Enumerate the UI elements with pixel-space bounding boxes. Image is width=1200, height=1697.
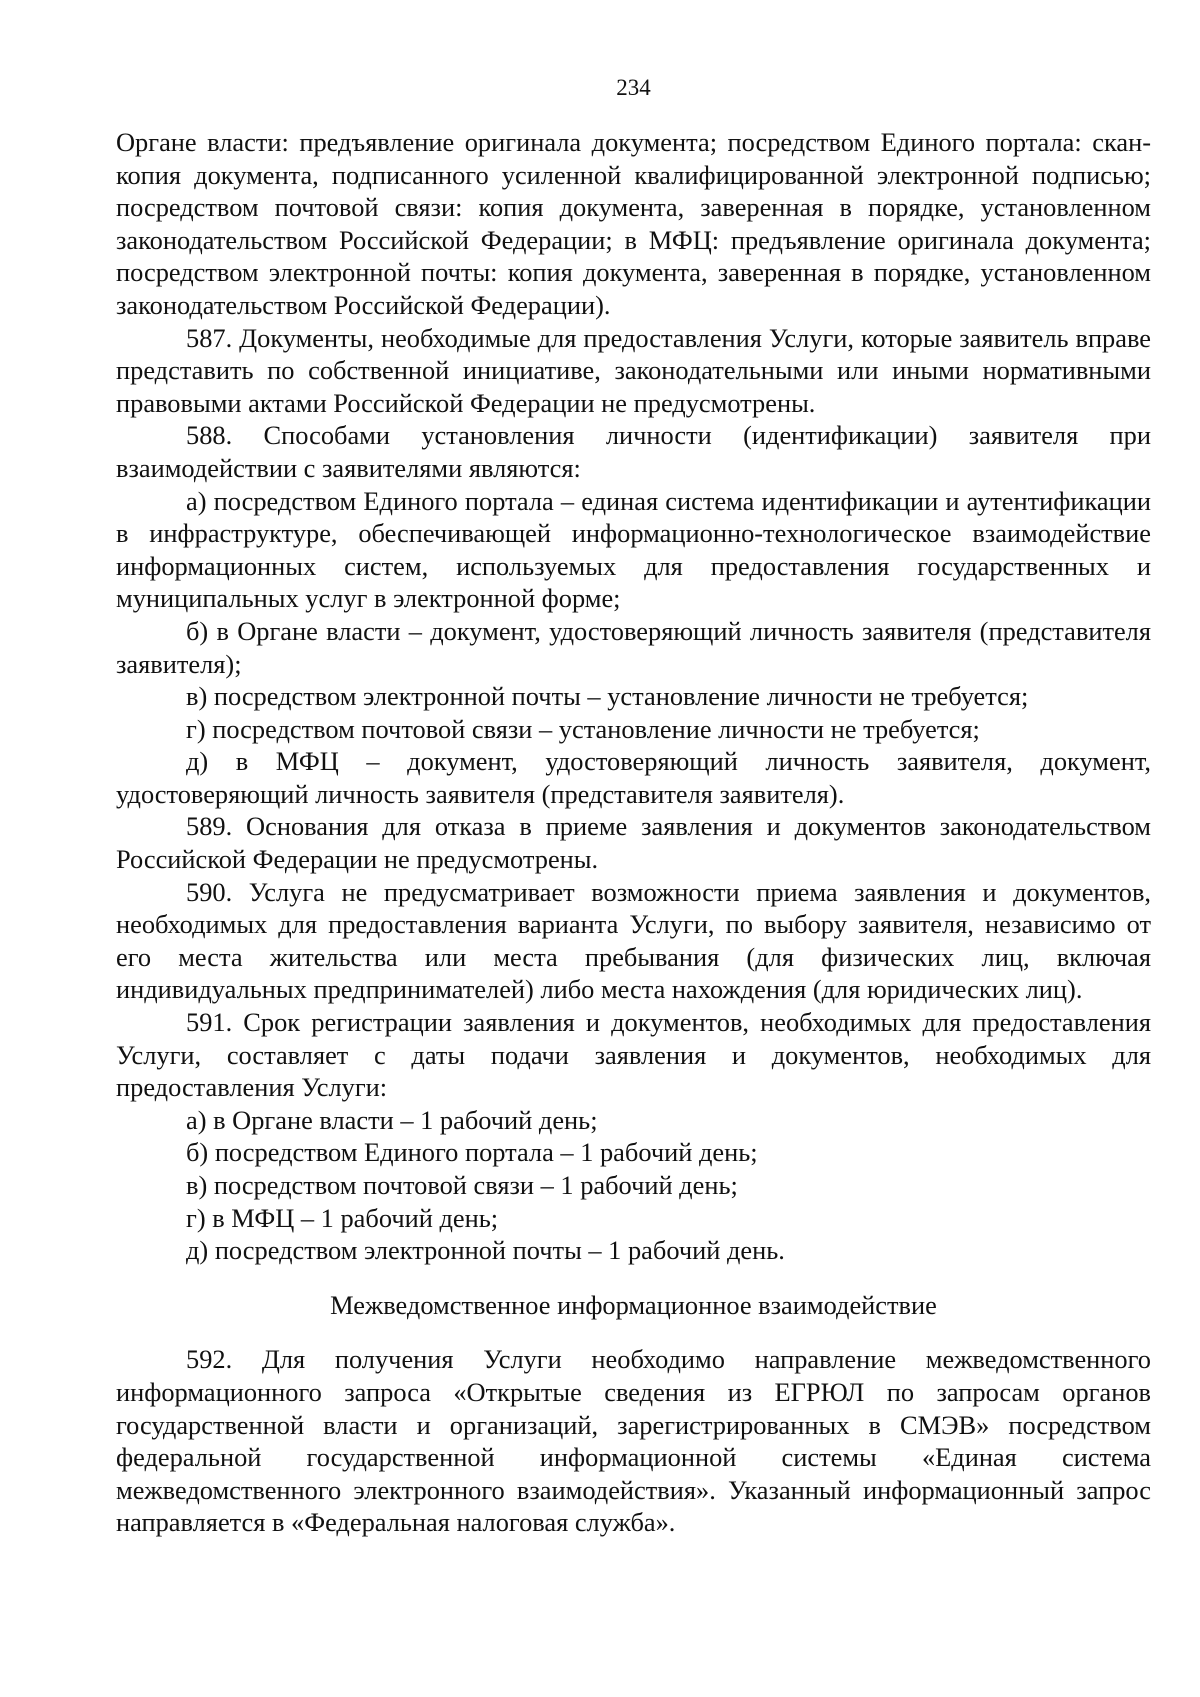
paragraph-588: 588. Способами установления личности (идентификации) заявителя при взаимодействии с заявителями являются: — [116, 420, 1151, 483]
paragraph-591: 591. Срок регистрации заявления и документов, необходимых для предоставления Услуги, составляет с даты подачи заявления и документов, необходимых для предоставления Услуги: — [116, 1007, 1151, 1103]
paragraph-587: 587. Документы, необходимые для предоставления Услуги, которые заявитель вправе представить по собственной инициативе, законодательными или иными нормативными правовыми актами Российской Федерации не предусмотрены. — [116, 322, 1151, 418]
list-item-591-b: б) посредством Единого портала – 1 рабочий день; — [186, 1137, 758, 1168]
list-item-588-a: а) посредством Единого портала – единая система идентификации и аутентификации в инфраструктуре, обеспечивающей информационно-технологическое взаимодействие информационных систем, используемых для предоставления государственных и муниципальных услуг в электронной форме; — [116, 485, 1151, 614]
list-item-591-g: г) в МФЦ – 1 рабочий день; — [186, 1202, 499, 1233]
paragraph-continuation: Органе власти: предъявление оригинала документа; посредством Единого портала: скан-копия документа, подписанного усиленной квалифицированной электронной подписью; посредством почтовой связи: копия документа, заверенная в порядке, установленном законодательством Российской Федерации; в МФЦ: предъявление оригинала документа; посредством электронной почты: копия документа, заверенная в порядке, установленном законодательством Российской Федерации). — [116, 127, 1151, 320]
paragraph-589: 589. Основания для отказа в приеме заявления и документов законодательством Российской Федерации не предусмотрены. — [116, 811, 1151, 875]
paragraph-590: 590. Услуга не предусматривает возможности приема заявления и документов, необходимых для предоставления варианта Услуги, по выбору заявителя, независимо от его места жительства или места пребывания (для физических лиц, включая индивидуальных предпринимателей) либо места нахождения (для юридических лиц). — [116, 876, 1151, 1005]
document-body — [116, 126, 1151, 1539]
list-item-591-d: д) посредством электронной почты – 1 рабочий день. — [186, 1235, 785, 1266]
list-item-591-a: а) в Органе власти – 1 рабочий день; — [186, 1104, 598, 1135]
paragraph-592: 592. Для получения Услуги необходимо направление межведомственного информационного запроса «Открытые сведения из ЕГРЮЛ по запросам органов государственной власти и организаций, зарегистрированных в СМЭВ» посредством федеральной государственной информационной системы «Единая система межведомственного электронного взаимодействия». Указанный информационный запрос направляется в «Федеральная налоговая служба». — [116, 1344, 1151, 1538]
list-item-588-b: б) в Органе власти – документ, удостоверяющий личность заявителя (представителя заявителя); — [116, 615, 1151, 679]
list-item-588-v: в) посредством электронной почты – установление личности не требуется; — [186, 681, 1029, 712]
section-heading: Межведомственное информационное взаимодействие — [330, 1289, 937, 1320]
page-number: 234 — [616, 75, 651, 100]
list-item-588-g: г) посредством почтовой связи – установление личности не требуется; — [186, 713, 980, 744]
list-item-588-d: д) в МФЦ – документ, удостоверяющий личность заявителя, документ, удостоверяющий личность заявителя (представителя заявителя). — [116, 746, 1151, 809]
list-item-591-v: в) посредством почтовой связи – 1 рабочий день; — [186, 1170, 738, 1200]
